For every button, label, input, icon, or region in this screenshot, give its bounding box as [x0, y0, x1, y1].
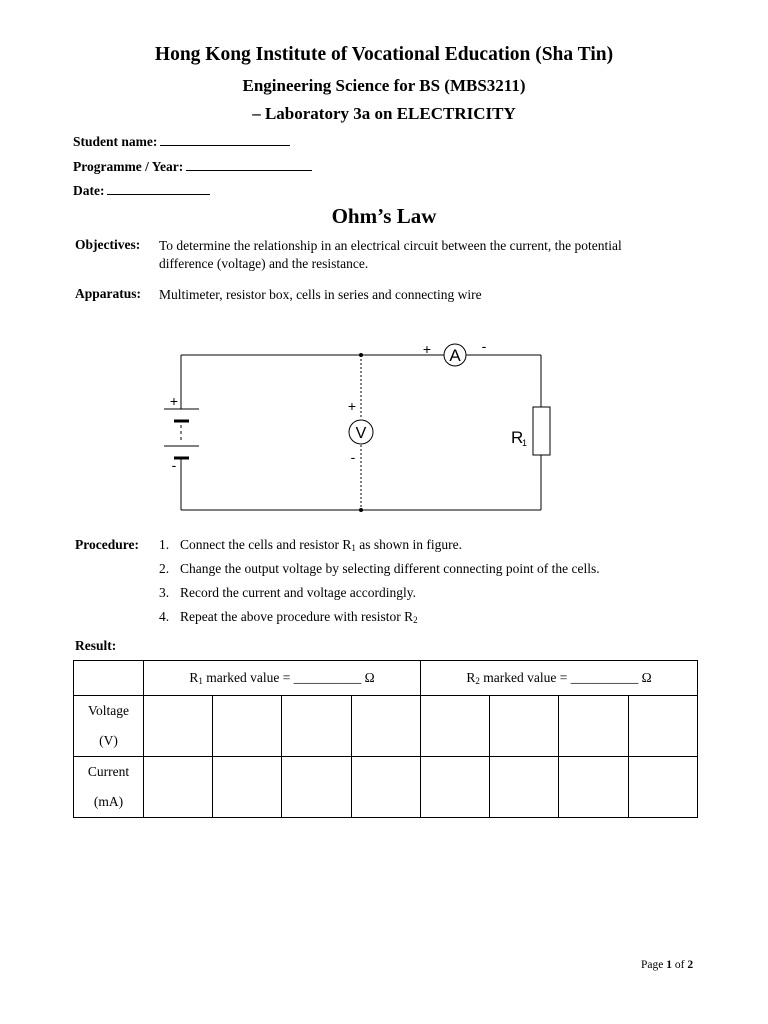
step-1-text: Connect the cells and resistor R [180, 537, 352, 552]
current-cell[interactable] [213, 757, 282, 818]
table-corner-cell [74, 661, 144, 696]
current-unit: (mA) [93, 794, 124, 809]
current-cell[interactable] [282, 757, 351, 818]
voltage-cell[interactable] [351, 696, 420, 757]
ammeter-minus: - [481, 338, 487, 354]
voltmeter-label: V [355, 425, 367, 442]
step-2-num: 2. [159, 561, 170, 576]
result-label: Result: [75, 638, 117, 653]
resistor-r1 [533, 407, 550, 455]
voltmeter-minus: - [350, 449, 356, 465]
r1-header-sub: 1 [198, 676, 203, 686]
battery-minus: - [171, 457, 177, 473]
r1-header-post: marked value = __________ Ω [202, 670, 375, 685]
page-footer [641, 959, 693, 971]
r2-header-cell [420, 661, 697, 696]
current-header-cell [74, 757, 144, 818]
voltage-cell[interactable] [420, 696, 489, 757]
current-cell[interactable] [490, 757, 559, 818]
programme-year-label: Programme / Year: [73, 159, 184, 174]
step-1-post: as shown in figure. [355, 537, 462, 552]
step-4-text: Repeat the above procedure with resistor R [180, 609, 414, 624]
battery-plus: + [169, 393, 179, 409]
resistor-label: R [511, 428, 524, 447]
table-header-row [74, 661, 698, 696]
voltage-cell[interactable] [559, 696, 628, 757]
footer-page-label: Page [641, 959, 667, 971]
voltage-header-cell [74, 696, 144, 757]
step-1-num: 1. [159, 537, 170, 552]
institute-title: Hong Kong Institute of Vocational Education (Sha Tin) [154, 44, 614, 65]
junction-top [359, 353, 363, 357]
course-title: Engineering Science for BS (MBS3211) [242, 76, 526, 95]
student-name-label: Student name: [73, 134, 158, 149]
step-3-num: 3. [159, 585, 170, 600]
date-label: Date: [73, 183, 105, 198]
apparatus-label: Apparatus: [75, 286, 142, 301]
current-label: Current [87, 764, 130, 779]
current-cell[interactable] [628, 757, 697, 818]
step-4-sub: 2 [413, 615, 418, 625]
procedure-step-4 [159, 609, 418, 625]
r2-header-post: marked value = __________ Ω [479, 670, 652, 685]
voltage-label: Voltage [88, 703, 129, 718]
r1-header-cell [144, 661, 421, 696]
lab-title: – Laboratory 3a on ELECTRICITY [252, 104, 516, 123]
voltage-cell[interactable] [282, 696, 351, 757]
result-table [73, 660, 698, 818]
voltmeter-plus: + [347, 398, 357, 414]
step-2-text: Change the output voltage by selecting different connecting point of the cells. [180, 561, 600, 576]
voltage-cell[interactable] [490, 696, 559, 757]
ammeter-label: A [449, 346, 461, 365]
junction-bottom [359, 508, 363, 512]
resistor-label-sub: 1 [522, 438, 528, 448]
r2-header-pre: R [466, 670, 476, 685]
objectives-label: Objectives: [75, 237, 141, 252]
procedure-label: Procedure: [75, 537, 139, 552]
footer-page-total: 2 [687, 959, 694, 971]
objectives-line-2: difference (voltage) and the resistance. [159, 255, 369, 271]
procedure-step-3 [159, 585, 416, 601]
page-title: Ohm’s Law [331, 204, 437, 228]
footer-of-label: of [671, 959, 688, 971]
voltage-unit: (V) [99, 733, 118, 748]
table-row-current [74, 757, 698, 818]
procedure-step-1 [159, 537, 462, 553]
voltage-cell[interactable] [628, 696, 697, 757]
step-4-num: 4. [159, 609, 170, 624]
current-cell[interactable] [144, 757, 213, 818]
voltage-cell[interactable] [144, 696, 213, 757]
table-row-voltage [74, 696, 698, 757]
apparatus-text: Multimeter, resistor box, cells in series and connecting wire [159, 287, 482, 302]
procedure-step-2 [159, 561, 600, 577]
objectives-line-1: To determine the relationship in an electrical circuit between the current, the potential [159, 238, 622, 253]
current-cell[interactable] [420, 757, 489, 818]
footer-page-number: 1 [666, 959, 672, 971]
r2-header-sub: 2 [475, 676, 480, 686]
ammeter-plus: + [422, 341, 432, 357]
voltage-cell[interactable] [213, 696, 282, 757]
step-3-text: Record the current and voltage accordingly. [180, 585, 417, 600]
step-1-sub: 1 [351, 543, 356, 553]
current-cell[interactable] [559, 757, 628, 818]
r1-header-pre: R [189, 670, 199, 685]
current-cell[interactable] [351, 757, 420, 818]
